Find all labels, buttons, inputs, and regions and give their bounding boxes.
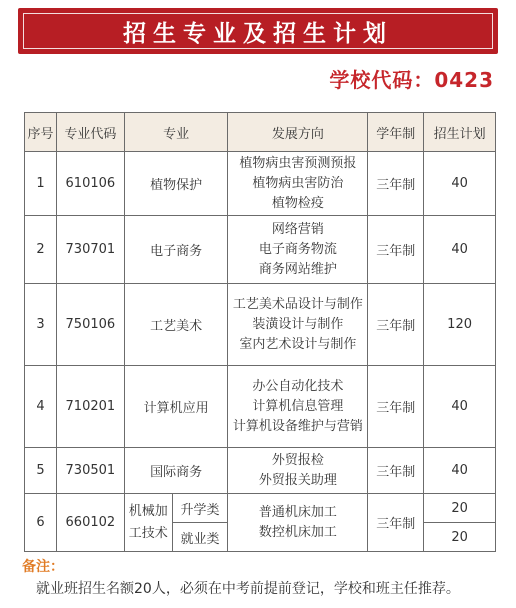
page-title: 招生专业及招生计划	[123, 20, 393, 47]
direction-item: 植物病虫害预测预报	[239, 155, 357, 171]
direction-item: 计算机信息管理	[252, 398, 344, 414]
cell-major: 工艺美术	[124, 284, 228, 366]
cell-directions	[228, 216, 368, 284]
cell-directions	[228, 448, 368, 494]
direction-item: 计算机设备维护与营销	[232, 418, 363, 434]
table-header-row	[25, 113, 496, 152]
cell-years: 三年制	[368, 216, 424, 284]
cell-subcategory: 升学类	[172, 494, 228, 523]
cell-plan: 20	[424, 494, 496, 523]
cell-plan: 40	[424, 448, 496, 494]
cell-code: 610106	[56, 152, 124, 216]
school-code: 学校代码：0423	[329, 68, 494, 92]
direction-item: 电子商务物流	[258, 241, 337, 257]
table-row	[25, 366, 496, 448]
direction-item: 办公自动化技术	[252, 378, 344, 394]
cell-major: 电子商务	[124, 216, 228, 284]
cell-code: 660102	[56, 494, 124, 552]
enrollment-table	[24, 112, 496, 552]
cell-directions	[228, 152, 368, 216]
direction-item: 工艺美术品设计与制作	[232, 296, 363, 312]
header-years: 学年制	[368, 113, 424, 152]
table-row	[25, 216, 496, 284]
cell-no: 4	[25, 366, 57, 448]
cell-years: 三年制	[368, 284, 424, 366]
note-title: 备注：	[22, 559, 64, 575]
major-line: 机械加	[128, 503, 168, 519]
cell-no: 1	[25, 152, 57, 216]
cell-code: 750106	[56, 284, 124, 366]
table-row	[25, 284, 496, 366]
cell-years: 三年制	[368, 366, 424, 448]
cell-plan: 120	[424, 284, 496, 366]
cell-major	[124, 494, 172, 552]
cell-code: 730501	[56, 448, 124, 494]
direction-item: 商务网站维护	[258, 261, 337, 277]
table-row	[25, 494, 496, 523]
cell-no: 2	[25, 216, 57, 284]
table-row	[25, 152, 496, 216]
cell-directions	[228, 284, 368, 366]
cell-plan: 40	[424, 216, 496, 284]
cell-code: 730701	[56, 216, 124, 284]
cell-major: 植物保护	[124, 152, 228, 216]
note-text: 就业班招生名额20人，必须在中考前提前登记，学校和班主任推荐。	[36, 581, 460, 597]
cell-no: 6	[25, 494, 57, 552]
header-major: 专业	[124, 113, 228, 152]
cell-major: 国际商务	[124, 448, 228, 494]
cell-directions	[228, 494, 368, 552]
header-code: 专业代码	[56, 113, 124, 152]
header-direction: 发展方向	[228, 113, 368, 152]
direction-item: 植物病虫害防治	[252, 175, 344, 191]
direction-item: 室内艺术设计与制作	[239, 336, 357, 352]
cell-plan: 20	[424, 523, 496, 552]
cell-major: 计算机应用	[124, 366, 228, 448]
cell-directions	[228, 366, 368, 448]
cell-years: 三年制	[368, 152, 424, 216]
direction-item: 网络营销	[271, 221, 324, 237]
cell-years: 三年制	[368, 494, 424, 552]
cell-plan: 40	[424, 366, 496, 448]
direction-item: 数控机床加工	[258, 524, 337, 540]
header-no: 序号	[25, 113, 57, 152]
direction-item: 外贸报关助理	[258, 472, 337, 488]
cell-plan: 40	[424, 152, 496, 216]
cell-years: 三年制	[368, 448, 424, 494]
direction-item: 植物检疫	[271, 195, 324, 211]
header-plan: 招生计划	[424, 113, 496, 152]
direction-item: 装潢设计与制作	[252, 316, 344, 332]
cell-subcategory: 就业类	[172, 523, 228, 552]
direction-item: 外贸报检	[271, 452, 324, 468]
cell-no: 5	[25, 448, 57, 494]
title-banner	[18, 8, 498, 54]
cell-code: 710201	[56, 366, 124, 448]
major-line: 工技术	[128, 525, 168, 541]
cell-no: 3	[25, 284, 57, 366]
table-row	[25, 448, 496, 494]
direction-item: 普通机床加工	[258, 504, 337, 520]
